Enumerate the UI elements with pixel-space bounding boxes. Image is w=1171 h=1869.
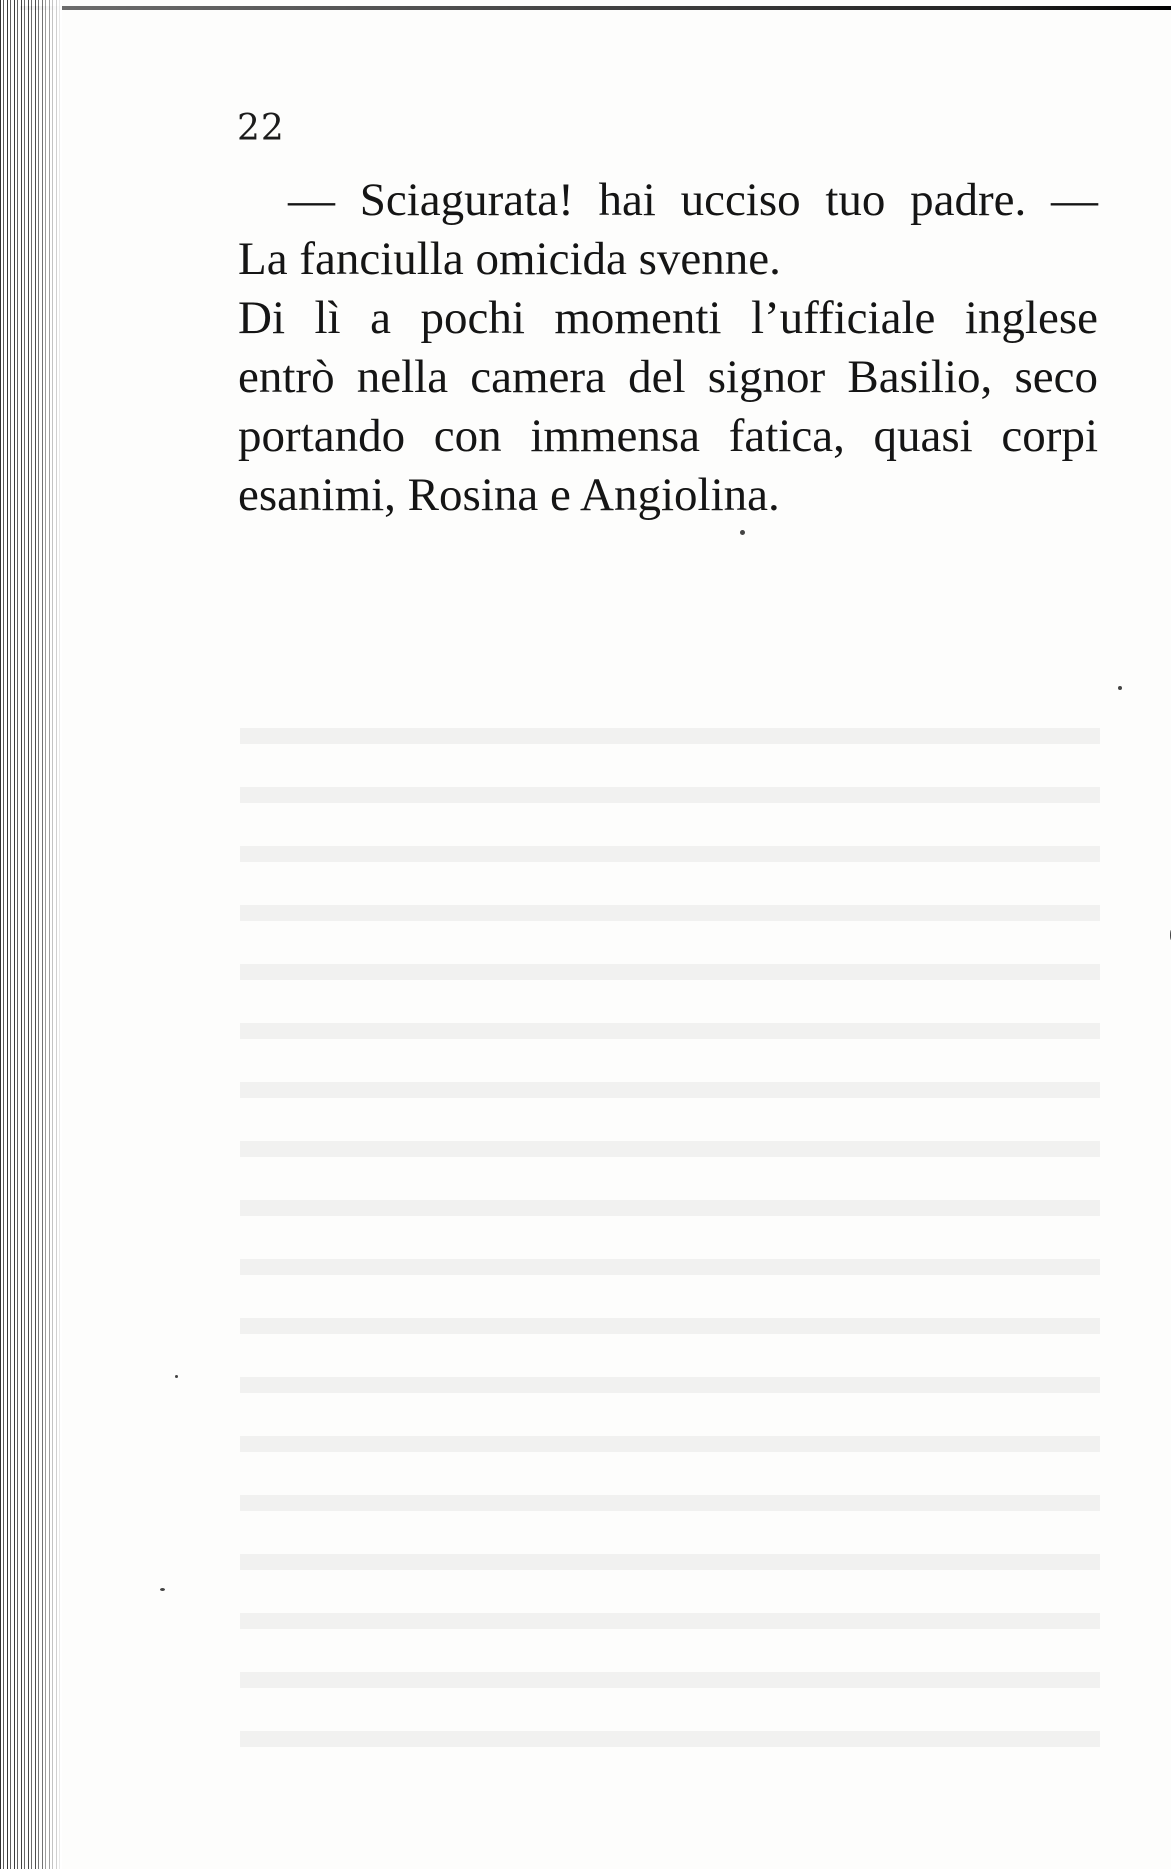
text-line: Di lì a pochi momenti l’ufficiale inglese xyxy=(238,292,1098,344)
page-number: 22 xyxy=(237,108,285,149)
paper-speck xyxy=(740,530,745,535)
top-page-edge xyxy=(20,6,1171,10)
paper-speck xyxy=(160,1588,165,1591)
text-line: La fanciulla omicida svenne. xyxy=(238,233,781,285)
body-text xyxy=(238,171,1098,525)
show-through-from-reverse xyxy=(240,700,1100,1780)
paper-speck xyxy=(175,1375,178,1378)
text-line: portando con immensa fatica, quasi corpi xyxy=(238,410,1098,462)
paper-speck xyxy=(1118,686,1122,690)
text-line: entrò nella camera del signor Basilio, seco xyxy=(238,351,1098,403)
text-line: — Sciagurata! hai ucciso tuo padre. — xyxy=(288,174,1098,226)
binding-shadow xyxy=(0,0,62,1869)
text-line: esanimi, Rosina e Angiolina. xyxy=(238,469,780,521)
